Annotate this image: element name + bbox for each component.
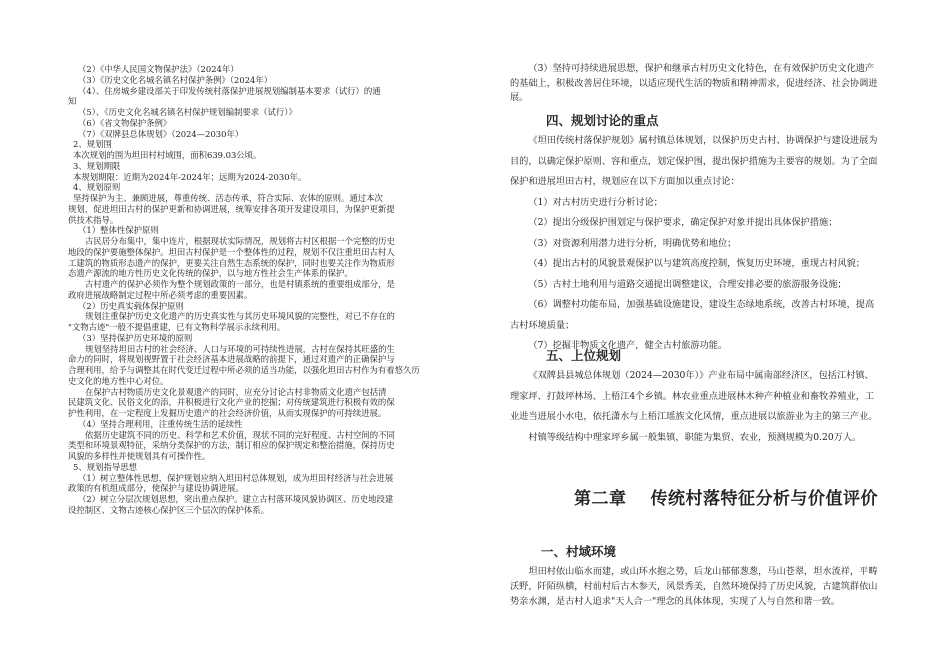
text-line: （2）树立分层次规划思想，突出重点保护。建立古村落环境风貌协调区、历史地段建 bbox=[78, 494, 394, 504]
subheading: 4、规划原则 bbox=[73, 182, 121, 193]
list-item: （3）对资源利用潜力进行分析，明确优势和地位； bbox=[528, 237, 737, 249]
paragraph: 《坦田传统村落保护规划》属村镇总体规划，以保护历史古村、协调保护与建设进展为目的，以确定保护原则、容和重点，划定保护围，提出保护措施为主要容的规划。为了全面保护和进展坦田古村，规划应在以下方面加以重点讨论： bbox=[510, 135, 878, 187]
text-line: 本规划期限：近期为2024年-2024年；远期为2024-2030年。 bbox=[73, 171, 307, 182]
list-item: （4）提出古村的风貌景观保护以与建筑高度控制，恢复历史环境，重现古村风貌； bbox=[528, 258, 865, 269]
text-line: 工建筑的物质形态遗产的保护，更要关注自然生态系统的保护，同时也要关注作为物质形 bbox=[68, 257, 395, 268]
text-line: 依据历史建筑不同的历史、科学和艺术价值，现状不同的完好程度、古村空间的不同 bbox=[85, 429, 395, 440]
law-item: （4）、住房城乡建设部关于印发传统村落保护进展规划编制基本要求（试行）的通 bbox=[78, 85, 381, 96]
law-item: （5）、《历史文化名城名镇名村保护规划编制要求（试行）》 bbox=[78, 107, 297, 117]
law-item: （6）《省文物保护条例》 bbox=[78, 117, 172, 128]
section4-body bbox=[510, 131, 882, 357]
chapter-number: 第二章 bbox=[574, 489, 627, 509]
text-line: "文物古迹"一般不提倡重建，已有文物科学展示永续利用。 bbox=[68, 322, 286, 332]
section5-body bbox=[510, 366, 882, 448]
subheading: 2、规划围 bbox=[73, 139, 112, 150]
text-line: 规划，促进坦田古村的保护更新和协调进展，统筹安排各项开发建设项目，为保护更新提 bbox=[68, 203, 395, 214]
subheading: 5、规划指导思想 bbox=[73, 461, 137, 472]
law-item: （3）《历史文化名城名镇名村保护条例》（2024年） bbox=[78, 74, 273, 85]
law-item: （7）《双牌县总体规划》（2024—2030年） bbox=[78, 128, 244, 139]
text-line: 知 bbox=[68, 96, 77, 107]
text-line: 本次规划的围为坦田村村域围，面积639.03公顷。 bbox=[73, 150, 262, 160]
text-line: 坚持保护为主、兼顾进展，尊重传统、活态传承，符合实际、农体的原则。通过本次 bbox=[73, 193, 383, 203]
text-line: 古村遗产的保护必须作为整个规划政策的一部分，也是村镇系统的重要组成部分，是 bbox=[85, 279, 395, 289]
text-line: 政策的有机组成部分，使保护与建设协调进展。 bbox=[68, 483, 244, 494]
subheading: （3）坚持保护历史环境的原则 bbox=[78, 332, 193, 343]
text-line: 政府进展战略制定过程中所必须考虑的重要因素。 bbox=[68, 289, 253, 300]
section-heading: 四、规划讨论的重点 bbox=[546, 113, 659, 128]
text-line: （1）树立整体性思想，保护规划应纳入坦田村总体规划，成为坦田村经济与社会进展 bbox=[78, 472, 394, 483]
text-line: 规划坚持坦田古村的社会经济、人口与环境的可持续性进展，古村在保持其旺盛的生 bbox=[85, 343, 395, 354]
paragraph: 坦田村依山临水而建，或山环水抱之势，后龙山郁郁葱葱，马山苍翠，坦水流祥，平畴沃野，阡陌纵横，村前村后古木参天，风景秀美，自然环境保持了历史风貌，古建筑群依山势亲水渊，是古村人追求"天人合一"理念的具体体现，实现了人与自然和谐一致。 bbox=[510, 566, 878, 608]
chapter-name: 传统村落特征分析与价值评价 bbox=[650, 489, 878, 509]
paragraph: 村镇等级结构中理家坪乡属一般集镇，职能为集贸、农业，预测规模为0.20万人。 bbox=[528, 431, 862, 443]
section-heading: 五、上位规划 bbox=[546, 348, 622, 363]
text-line: 风貌的多样性并使规划具有可操作性。 bbox=[68, 451, 211, 461]
text-line: 合理利用，给予与调整其在时代变迁过程中所必须的适当功能，以强化坦田古村作为有着悠久历 bbox=[68, 365, 420, 375]
text-line: 古民居分布集中，集中连片，根据现状实际情况，规划将古村区根据一个完整的历史 bbox=[85, 236, 395, 246]
text-line: 类型和环境景观特征，采纳分类保护的方法，制订相应的保护规定和整治措施，保持历史 bbox=[68, 440, 395, 451]
subheading: （4）坚持合理利用，注重传统生活的延续性 bbox=[78, 418, 243, 429]
paragraph: 《双牌县县城总体规划（2024—2030年）》产业布局中属南部经济区，包括江村镇、理家坪、打鼓坪林场、上梧江4个乡镇。林农业重点进展林木种产种植业和畜牧养殖业，工业进当进展小水电，依托潇水与上梧江瑶族文化风情，重点进展以旅游业为主的第三产业。 bbox=[510, 370, 878, 422]
list-item: （5）古村土地利用与道路交通提出调整建议，合理安排必要的旅游服务设施； bbox=[528, 278, 847, 290]
text-line: 史文化的地方性中心对位。 bbox=[68, 375, 169, 386]
list-item: （2）提出分级保护围划定与保护要求，确定保护对象并提出具体保护措施； bbox=[528, 217, 838, 228]
subheading: （2）历史真实载体保护原则 bbox=[78, 300, 184, 311]
law-item: （2）《中华人民国文物保护法》（2024年） bbox=[78, 64, 239, 74]
section-heading: 一、村域环境 bbox=[541, 544, 617, 559]
text-line: 供技术指导。 bbox=[68, 214, 119, 225]
list-item: （6）调整村功能布局，加强基础设施建设，建设生态绿地系统，改善古村环境，提高古村环境质量； bbox=[510, 299, 875, 331]
list-item: （1）对古村历史进行分析讨论； bbox=[528, 196, 663, 208]
subheading: 3、规划期限 bbox=[73, 160, 121, 171]
right-top-block bbox=[510, 62, 882, 106]
text-line: 设控制区、文物古迹核心保护区三个层次的保护体系。 bbox=[68, 504, 269, 515]
text-line: 规划注重保护历史文化遗产的历史真实性与其历史环境风貌的完整性，对已不存在的 bbox=[85, 311, 395, 322]
section1-body bbox=[510, 564, 882, 610]
list-item: （7）挖掘非物质文化遗产，健全古村旅游功能。 bbox=[528, 340, 728, 351]
text-line: 护性利用，在一定程度上发掘历史遗产的社会经济价值，从而实现保护的可持续进展。 bbox=[68, 408, 387, 418]
left-column bbox=[68, 64, 440, 516]
paragraph: （3）坚持可持续进展思想，保护和继承古村历史文化特色，在有效保护历史文化遗产的基础上，积极改善居住环境，以适应现代生活的物质和精神需求，促进经济、社会协调进展。 bbox=[510, 63, 878, 104]
subheading: （1）整体性保护原则 bbox=[78, 225, 159, 236]
text-line: 地段的保护要施整体保护。坦田古村保护是一个整体性的过程，规划不仅注重坦田古村人 bbox=[68, 246, 395, 257]
text-line: 态遗产源流的地方性历史文化传统的保护，以与地方性社会生产体系的保护。 bbox=[68, 268, 353, 279]
text-line: 命力的同时，将规划视野置于社会经济基本进展战略的前提下，通过对遗产的正确保护与 bbox=[68, 354, 395, 365]
text-line: 民建筑文化、民俗文化的添，并积极进行文化产业的挖掘；对传统建筑进行积极有效的保 bbox=[68, 397, 395, 408]
text-line: 在保护古村物质历史文化景观遗产的同时，应充分讨论古村非物质文化遗产包括清 bbox=[85, 386, 387, 397]
chapter-title bbox=[574, 484, 878, 509]
